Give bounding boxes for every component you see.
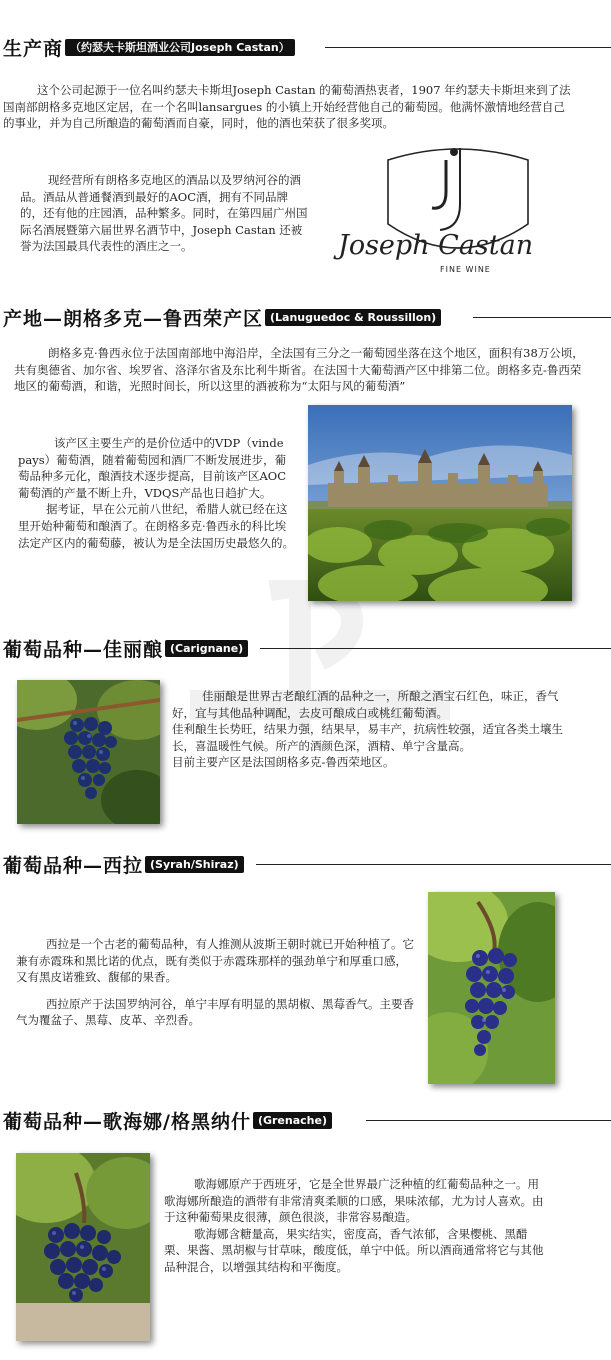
heading-rule <box>473 317 611 318</box>
producer-paragraph-1: 这个公司起源于一位名叫约瑟夫卡斯坦Joseph Castan 的葡萄酒热衷者，1907 年约瑟夫卡斯坦来到了法国南部朗格多克地区定居，在一个名叫lansargues 的小镇上开始经营他自己的葡萄园。他满怀激情地经营自己的事业，并为自己所酿造的葡萄酒而自豪，同时，他的酒也荣获了很多奖项。 <box>3 83 571 131</box>
region-paragraph-2: 该产区主要生产的是价位适中的VDP（vinde pays）葡萄酒，随着葡萄园和酒厂不断发展进步，葡萄品种多元化，酿酒技术逐步提高，目前该产区AOC葡萄酒的产量不断上升，VDQS产品也日趋扩大。 <box>18 436 287 500</box>
grenache-title: 葡萄品种—歌海娜/格黑纳什 <box>3 1110 251 1133</box>
producer-tag: （约瑟夫卡斯坦酒业公司Joseph Castan） <box>65 39 295 56</box>
producer-paragraph-2: 现经营所有朗格多克地区的酒品以及罗纳河谷的酒品。酒品从普通餐酒到最好的AOC酒，拥有不同品牌的，还有他的庄园酒，品种繁多。同时，在第四届广州国际名酒展暨第六届世界名酒节中，Joseph Castan 还被誉为法国最具代表性的酒庄之一。 <box>20 173 308 254</box>
syrah-body <box>16 936 416 1029</box>
syrah-paragraph-2: 西拉原产于法国罗纳河谷，单宁丰厚有明显的黑胡椒、黑莓香气。主要香气为覆盆子、黑莓、皮革、辛烈香。 <box>16 996 414 1028</box>
region-paragraph-3: 据考证，早在公元前八世纪，希腊人就已经在这里开始种葡萄和酿酒了。在朗格多克·鲁西永的科比埃法定产区内的葡萄藤，被认为是全法国历史最悠久的。 <box>18 502 294 550</box>
grenache-tag: (Grenache) <box>253 1112 332 1129</box>
syrah-title: 葡萄品种—西拉 <box>3 854 144 877</box>
syrah-paragraph-1: 西拉是一个古老的葡萄品种，有人推测从波斯王朝时就已开始种植了。它兼有赤霞珠和黑比诺的优点，既有类似于赤霞珠那样的强劲单宁和厚重口感，又有黑皮诺雅致、馥郁的果香。 <box>16 937 414 985</box>
grenache-paragraph-1: 歌海娜原产于西班牙，它是全世界最广泛种植的红葡萄品种之一。用歌海娜所酿造的酒带有非常清爽柔顺的口感，果味浓郁，尤为讨人喜欢。由于这种葡萄果皮很薄，颜色很淡，非常容易酿造。 <box>164 1177 544 1225</box>
heading-rule <box>260 648 611 649</box>
region-heading <box>3 303 441 331</box>
grenache-paragraph-2: 歌海娜含糖量高，果实结实，密度高，香气浓郁，含果樱桃、黑醋栗、果酱、黑胡椒与甘草味，酸度低，单宁中低。所以酒商通常将它与其他品种混合，以增强其结构和平衡度。 <box>164 1226 544 1274</box>
region-paragraph-1: 朗格多克·鲁西永位于法国南部地中海沿岸，全法国有三分之一葡萄园坐落在这个地区，面积有38万公顷，共有奥德省、加尔省、埃罗省、洛泽尔省及东比利牛斯省。在法国十大葡萄酒产区中排第二位。朗格多克-鲁西荣地区的葡萄酒，和谐，光照时间长，所以这里的酒被称为“太阳与风的葡萄酒” <box>14 346 584 394</box>
logo-fine-wine-text: FINE WINE <box>440 265 491 274</box>
carignane-heading <box>3 634 248 662</box>
producer-intro <box>3 82 575 132</box>
region-title: 产地—朗格多克—鲁西荣产区 <box>3 307 264 330</box>
heading-rule <box>366 1120 611 1121</box>
logo-script-text: Joseph Castan <box>338 230 534 261</box>
grenache-grape-photo <box>16 1153 150 1341</box>
carcassonne-vineyard-photo <box>308 405 572 601</box>
producer-title: 生产商 <box>3 37 64 60</box>
carignane-body <box>172 688 572 771</box>
producer-heading <box>3 33 295 61</box>
producer-body <box>20 172 310 255</box>
heading-rule <box>325 47 611 48</box>
region-body <box>18 435 296 551</box>
syrah-heading <box>3 850 244 878</box>
carignane-paragraph-1: 佳丽酿是世界古老酿红酒的品种之一，所酿之酒宝石红色，味正，香气好，宜与其他品种调配，去皮可酿成白或桃红葡萄酒。 <box>172 689 559 720</box>
carignane-paragraph-3: 目前主要产区是法国朗格多克-鲁西荣地区。 <box>172 755 395 770</box>
joseph-castan-logo <box>328 132 586 280</box>
carignane-paragraph-2: 佳利酿生长势旺，结果力强，结果早，易丰产，抗病性较强，适宜各类土壤生长，喜温暖性气候。所产的酒颜色深，酒精、单宁含量高。 <box>172 722 563 753</box>
syrah-tag: (Syrah/Shiraz) <box>145 856 244 873</box>
region-intro <box>14 345 586 395</box>
syrah-grape-photo <box>428 892 555 1084</box>
heading-rule <box>256 864 611 865</box>
grenache-body <box>164 1176 546 1276</box>
region-tag: (Lanuguedoc & Roussillon) <box>265 309 441 326</box>
grenache-heading <box>3 1106 332 1134</box>
carignane-title: 葡萄品种—佳丽酿 <box>3 638 164 661</box>
carignane-tag: (Carignane) <box>165 640 248 657</box>
carignane-grape-photo <box>17 680 160 824</box>
